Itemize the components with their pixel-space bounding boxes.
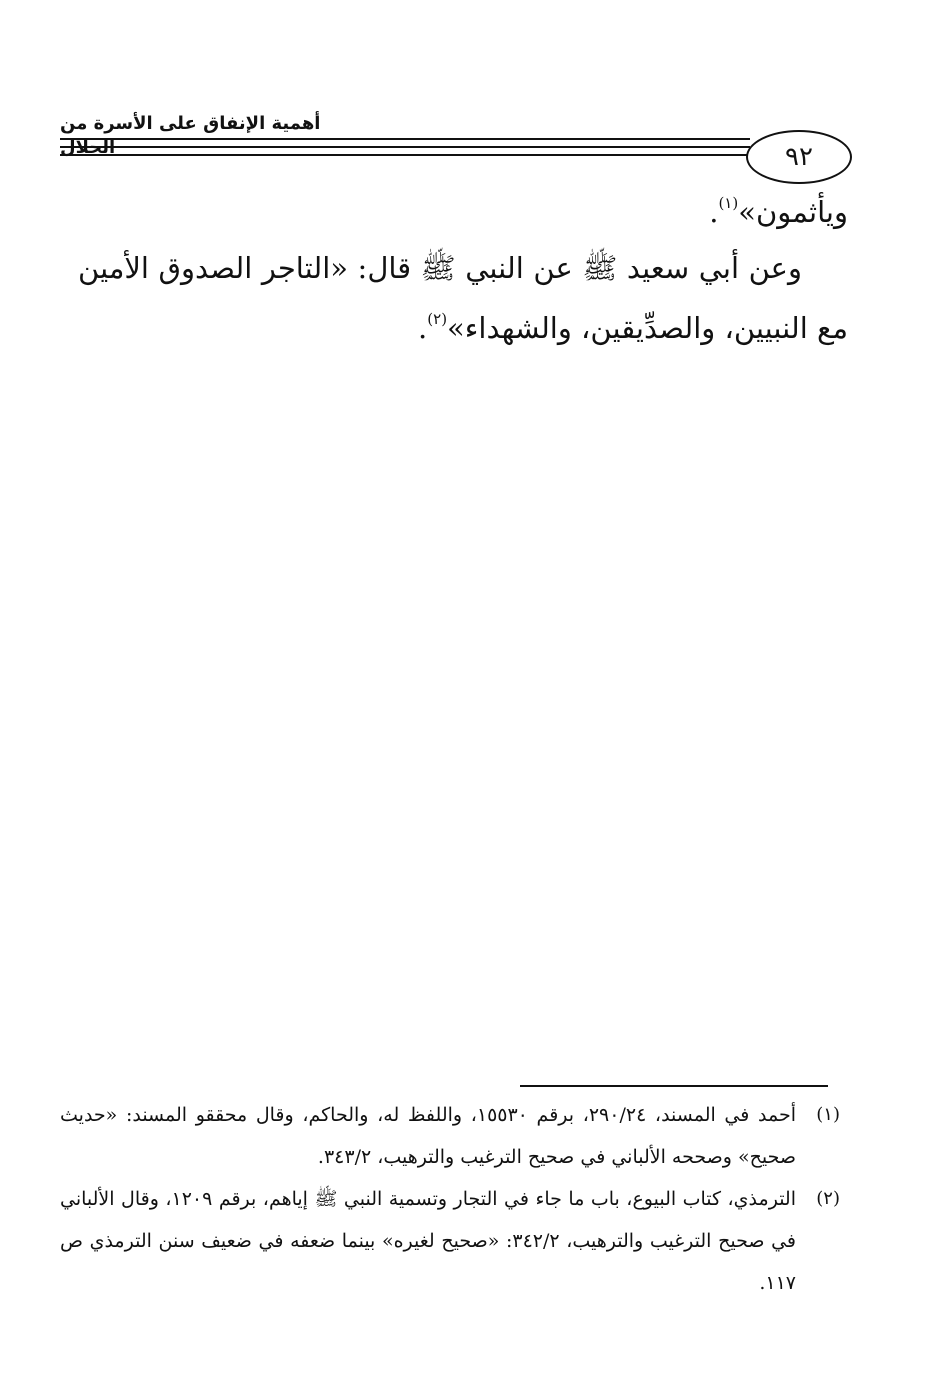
footnotes <box>60 1094 840 1304</box>
body-line-1 <box>68 192 848 232</box>
footnote-item <box>60 1178 840 1304</box>
footnote-ref-1: (١) <box>718 194 739 212</box>
footnote-number: (٢) <box>816 1188 840 1209</box>
page-number: ٩٢ <box>785 142 813 172</box>
footnote-text: أحمد في المسند، ٢٩٠/٢٤، برقم ١٥٥٣٠، واللفظ له، والحاكم، وقال محققو المسند: «حديث صحيح» وصححه الألباني في صحيح الترغيب والترهيب، ٣٤٣/٢. <box>60 1104 796 1168</box>
running-title: أهمية الإنفاق على الأسرة من الحلال <box>60 113 321 158</box>
footnote-item <box>60 1094 840 1178</box>
header-rule <box>60 138 750 140</box>
body-paragraph-2-text: وعن أبي سعيد ﷺ عن النبي ﷺ قال: «التاجر الصدوق الأمين مع النبيين، والصدِّيقين، والشهداء» <box>78 251 848 345</box>
body-line-1-text: ويأثمون» <box>738 195 848 229</box>
page-number-oval <box>746 130 852 184</box>
body-line-1-end: . <box>709 195 719 229</box>
footnote-ref-2: (٢) <box>427 310 448 328</box>
footnote-number: (١) <box>816 1104 840 1125</box>
footnote-text: الترمذي، كتاب البيوع، باب ما جاء في التجار وتسمية النبي ﷺ إياهم، برقم ١٢٠٩، وقال الألباني في صحيح الترغيب والترهيب، ٣٤٢/٢: «صحيح لغيره» بينما ضعفه في ضعيف سنن الترمذي ص ١١٧. <box>60 1188 797 1294</box>
footnote-separator <box>520 1085 828 1087</box>
body-paragraph-2 <box>78 238 848 358</box>
header-double-rule <box>60 146 750 156</box>
body-paragraph-2-end: . <box>418 311 428 345</box>
